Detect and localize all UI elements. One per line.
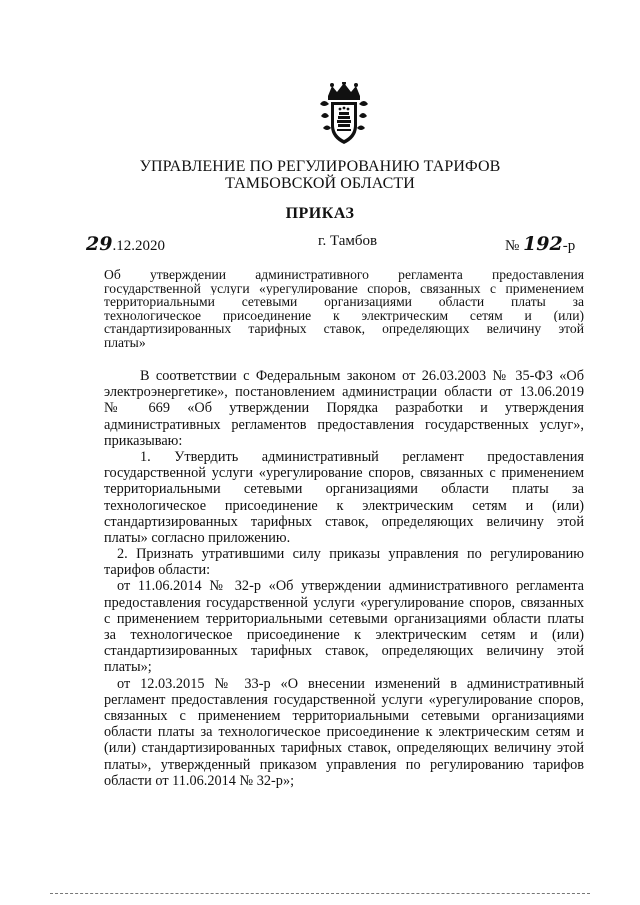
subject-line: стандартизированных тарифных ставок, определяющих величину этой <box>104 322 584 336</box>
page-bottom-rule <box>50 893 590 894</box>
body-line: стандартизированных тарифных ставок, определяющих величину этой <box>104 643 584 660</box>
order-number-value: 192 <box>523 233 563 255</box>
document-title: ПРИКАЗ <box>285 205 355 222</box>
body-line: тарифов области: <box>104 562 211 579</box>
body-line: за технологическое присоединение к электрическим сетям и (или) <box>104 627 584 643</box>
body-line: от 11.06.2014 № 32-р «Об утверждении административного регламента <box>117 578 584 595</box>
body-line: от 12.03.2015 № 33-р «О внесении изменений в административный <box>117 675 584 692</box>
subject-line: государственной услуги «урегулирование споров, связанных с применением <box>104 281 584 296</box>
order-subject <box>104 268 584 350</box>
organization-name: УПРАВЛЕНИЕ ПО РЕГУЛИРОВАНИЮ ТАРИФОВ <box>139 158 501 175</box>
body-line: территориальными сетевыми организациями области платы за <box>104 481 584 498</box>
subject-line: Об утверждении административного регламента предоставления <box>104 268 584 282</box>
body-line: 2. Признать утратившими силу приказы управления по регулированию <box>117 546 584 563</box>
coat-of-arms-icon <box>318 82 370 146</box>
subject-line: территориальными сетевыми организациями области платы за <box>104 295 584 309</box>
order-city: г. Тамбов <box>318 233 378 249</box>
order-body <box>104 368 584 789</box>
body-line: технологическое присоединение к электрическим сетям и (или) <box>104 497 584 514</box>
order-date-day: 29 <box>86 233 113 255</box>
order-date-rest: .12.2020 <box>112 238 165 254</box>
order-number <box>505 233 575 255</box>
body-line: 1. Утвердить административный регламент предоставления <box>140 448 584 465</box>
body-line: электроэнергетике», постановлением администрации области от 13.06.2019 <box>104 384 584 401</box>
body-line: платы», утвержденный приказом управления по регулированию тарифов <box>104 756 584 773</box>
order-number-prefix: № <box>505 238 520 254</box>
body-line: стандартизированных тарифных ставок, определяющих величину этой <box>104 513 584 530</box>
body-line: платы» согласно приложению. <box>104 529 291 546</box>
order-number-suffix: -р <box>562 238 576 254</box>
body-line: связанных с применением территориальными сетевыми организациями <box>104 707 584 724</box>
body-line: (или) стандартизированных тарифных ставок, определяющих величину этой <box>104 740 584 757</box>
body-line: государственной услуги «урегулирование споров, связанных с применением <box>104 465 584 482</box>
body-line: области платы за технологическое присоединение к электрическим сетям и <box>104 724 584 741</box>
body-line: В соответствии с Федеральным законом от 26.03.2003 № 35-ФЗ «Об <box>140 368 584 384</box>
body-line: области от 11.06.2014 № 32-р»; <box>104 772 295 789</box>
order-date <box>86 233 165 255</box>
subject-line: платы» <box>104 335 146 350</box>
body-line: платы»; <box>104 659 152 676</box>
body-line: регламент предоставления государственной услуги «урегулирование споров, <box>104 691 584 708</box>
body-line: с применением территориальными сетевыми организациями области платы <box>104 610 584 627</box>
body-line: предоставления государственной услуги «урегулирование споров, связанных <box>104 594 584 611</box>
body-line: приказываю: <box>104 432 183 449</box>
body-line: № 669 «Об утверждении Порядка разработки и утверждения <box>104 400 584 417</box>
organization-region: ТАМБОВСКОЙ ОБЛАСТИ <box>225 175 415 192</box>
body-line: административных регламентов предоставления государственных услуг», <box>104 416 584 433</box>
subject-line: технологическое присоединение к электрическим сетям и (или) <box>104 308 584 323</box>
